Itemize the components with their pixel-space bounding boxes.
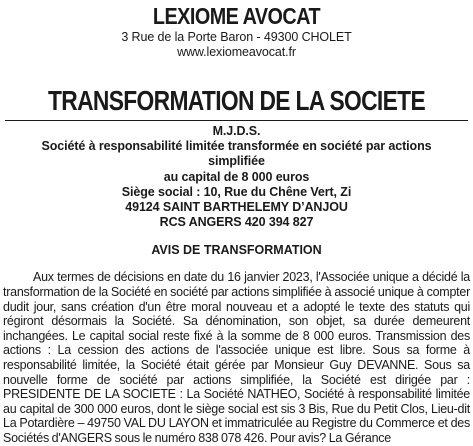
company-form: Société à responsabilité limitée transformée en société par actions (41, 139, 432, 154)
section-heading: AVIS DE TRANSFORMATION (151, 243, 322, 258)
title-divider (5, 120, 468, 121)
company-name: M.J.D.S. (212, 124, 261, 138)
firm-website: www.lexiomeavocat.fr (177, 45, 296, 59)
notice-body: Aux termes de décisions en date du 16 janvier 2023, l'Associée unique a décidé la transformation de la Société en société par actions simplifiée à associé unique à compter dudit jour, sans création d'un être moral nouveau et a adopté le texte des statuts qui régiront désormais la Société. Sa dénomination, son objet, sa durée demeurent inchangées. Le capital social reste fixé à la somme de 8 000 euros. Transmission des actions : La cession des actions de l'associée unique est libre. Sous sa forme à responsabilité limitée, la Société était gérée par Monsieur Guy DEVANNE. Sous sa nouvelle forme de société par actions simplifiée, la Société est dirigée par : PRESIDENTE DE LA SOCIETE : La Société NATHEO, Société à responsabilité limitée au capital de 300 000 euros, dont le siège social est sis 3 Bis, Rue du Petit Clos, Lieu-dit La Potardière – 49750 VAL DU LAYON et immatriculée au Registre du Commerce et des Sociétés d'ANGERS sous le numéro 838 078 426. Pour avis? La Gérance (3, 270, 470, 445)
firm-address: 3 Rue de la Porte Baron - 49300 CHOLET (121, 30, 352, 44)
company-form-cont: simplifiée (208, 154, 265, 169)
company-registry: RCS ANGERS 420 394 827 (159, 215, 314, 230)
notice-title: TRANSFORMATION DE LA SOCIETE (47, 85, 426, 116)
company-seat-city: 49124 SAINT BARTHELEMY D’ANJOU (125, 200, 348, 215)
company-seat: Siège social : 10, Rue du Chêne Vert, Zi (121, 184, 352, 199)
firm-name: LEXIOME AVOCAT (152, 3, 321, 29)
company-capital: au capital de 8 000 euros (163, 169, 310, 184)
company-block (3, 124, 470, 230)
